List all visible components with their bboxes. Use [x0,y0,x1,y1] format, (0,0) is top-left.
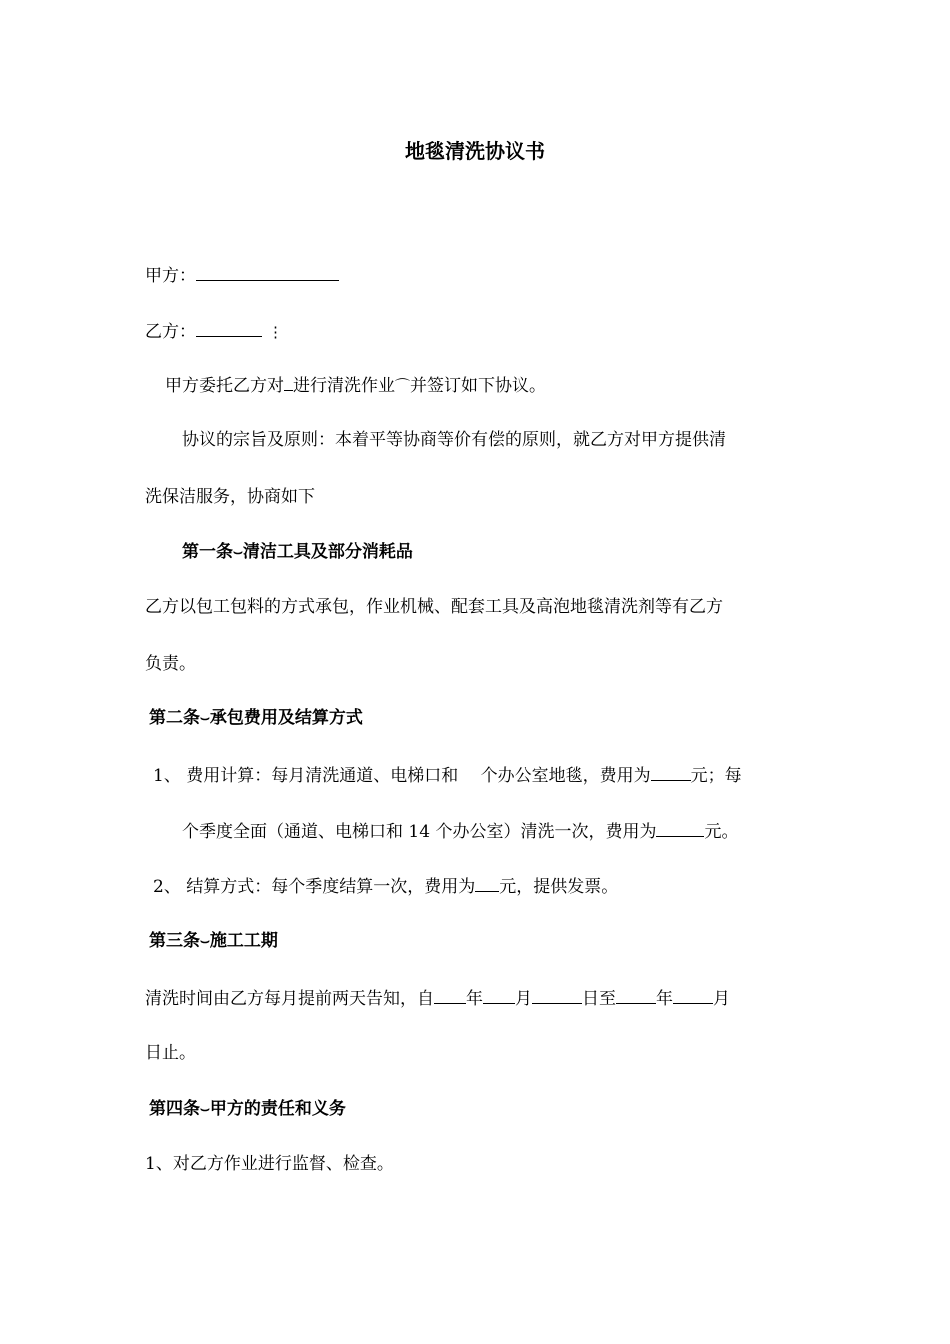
article-3-line-1 [145,985,730,1011]
intro-line [165,372,546,398]
start-year-blank [434,985,466,1004]
article-3-heading [149,929,278,953]
article-2-item-1 [153,762,742,788]
purpose-line-1: 协议的宗旨及原则：本着平等协商等价有偿的原则，就乙方对甲方提供清 [182,430,726,450]
article-1-line-1: 乙方以包工包料的方式承包，作业机械、配套工具及高泡地毯清洗剂等有乙方 [145,597,723,617]
quarterly-fee-blank [656,818,704,837]
party-b-blank [196,318,262,337]
party-a-label: 甲方： [145,266,196,286]
intro-blank [284,372,293,391]
party-b-mark: ⋮ [268,323,283,341]
article-3-text-1: 清洗时间由乙方每月提前两天告知，自 [145,989,434,1009]
start-day-blank [532,985,582,1004]
intro-mark: ⌒ [395,377,411,395]
article-2-mark: ⌣ [200,709,210,727]
article-4-number: 第四条 [149,1099,200,1119]
article-3-text-2: 年 [466,989,483,1009]
article-2-item-1-text-2: 元；每 [690,766,742,786]
article-2-heading [149,706,363,730]
article-2-item-1-cont [182,818,738,844]
party-b-line [145,318,283,344]
article-1-line-2: 负责。 [145,654,196,674]
article-2-item-1-text-3: 个季度全面（通道、电梯口和 14 个办公室）清洗一次，费用为 [182,822,657,842]
article-4-mark: ⌣ [200,1100,210,1118]
article-1-number: 第一条 [182,542,233,562]
settlement-fee-blank [475,873,499,892]
article-4-title: 甲方的责任和义务 [209,1099,346,1119]
intro-text-2: 进行清洗作业 [293,376,395,396]
party-a-line [145,262,339,288]
party-b-label: 乙方： [145,322,196,342]
document-title: 地毯清洗协议书 [405,139,545,163]
article-3-title: 施工工期 [209,931,278,951]
article-2-title: 承包费用及结算方式 [209,708,363,728]
article-3-text-4: 日至 [582,989,616,1009]
article-3-line-2: 日止。 [145,1043,196,1063]
article-2-item-2-text-2: 元，提供发票。 [499,877,619,897]
end-year-blank [616,985,656,1004]
article-1-mark: ⌣ [233,543,243,561]
party-a-blank [196,262,339,281]
purpose-line-2: 洗保洁服务，协商如下 [145,487,315,507]
intro-text-1: 甲方委托乙方对 [165,376,284,396]
article-2-number: 第二条 [149,708,200,728]
intro-text-3: 并签订如下协议。 [410,376,547,396]
article-3-text-3: 月 [515,989,532,1009]
article-1-heading [182,540,413,564]
article-4-heading [149,1097,346,1121]
article-3-text-6: 月 [713,989,730,1009]
article-3-mark: ⌣ [200,932,210,950]
article-2-item-1-text-4: 元。 [704,822,739,842]
article-2-item-2 [153,873,618,899]
start-month-blank [483,985,515,1004]
monthly-fee-blank [651,762,691,781]
end-month-blank [673,985,713,1004]
article-3-number: 第三条 [149,931,200,951]
article-2-item-1-text-1: 1、 费用计算：每月清洗通道、电梯口和 个办公室地毯，费用为 [153,766,651,786]
article-2-item-2-text-1: 2、 结算方式：每个季度结算一次，费用为 [153,877,476,897]
article-3-text-5: 年 [656,989,673,1009]
article-4-item-1: 1、对乙方作业进行监督、检查。 [145,1154,394,1174]
article-1-title: 清洁工具及部分消耗品 [242,542,413,562]
